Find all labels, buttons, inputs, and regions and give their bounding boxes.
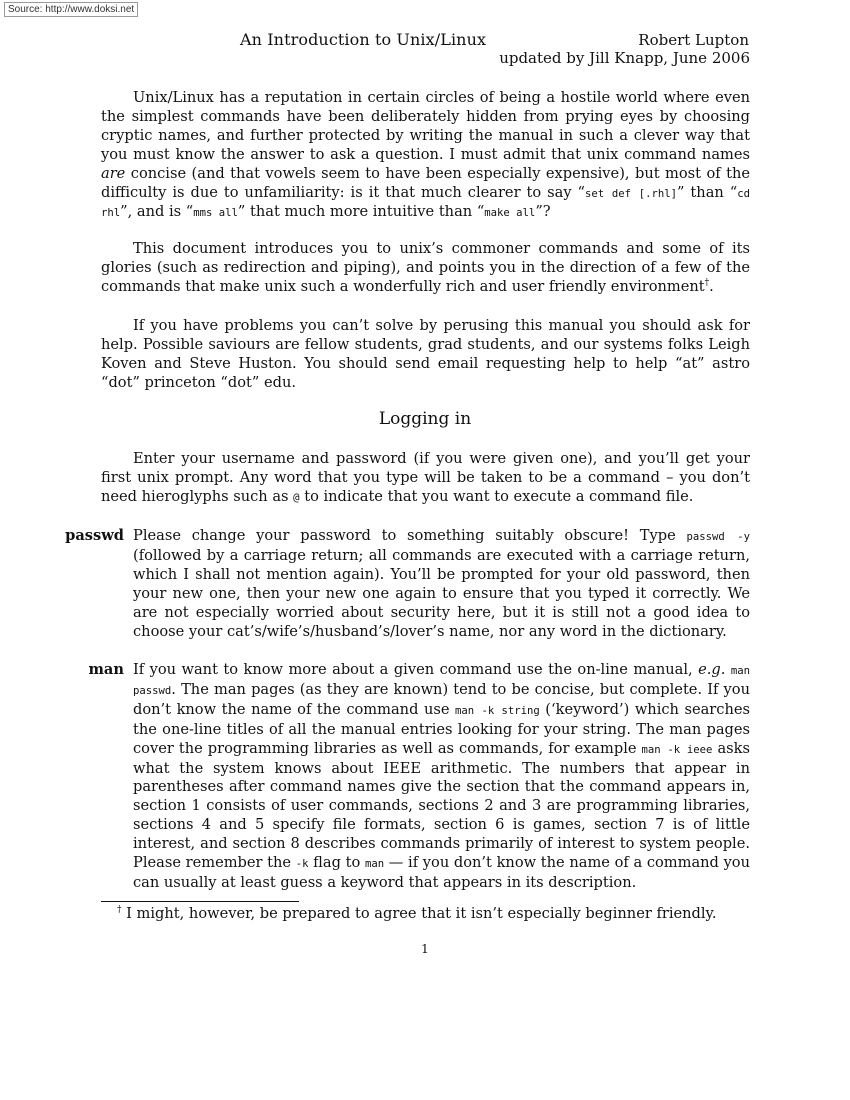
emphasis: are xyxy=(101,164,126,182)
document-update-note: updated by Jill Knapp, June 2006 xyxy=(499,49,750,67)
text: If you want to know more about a given command use the on-line manual, xyxy=(133,661,699,678)
code-snippet: cd rhl xyxy=(101,187,750,220)
text: concise (and that vowels seem to have been especially expensive), but most of the difficulty is due to unfamiliarity: is it that much clearer to say “ xyxy=(101,164,750,201)
text: Unix/Linux has a reputation in certain circles of being a hostile world where even the simplest commands have been deliberately hidden from prying eyes by choosing cryptic names, and further protected by writing the manual in such a clever way that you must know the answer to ask a question. I must admit that unix command names xyxy=(101,89,750,163)
text: Enter your username and password (if you were given one), and you’ll get your first unix prompt. Any word that you type will be taken to be a command – you don’t need hieroglyphs such as xyxy=(101,450,750,505)
text: (followed by a carriage return; all commands are executed with a carriage return, which I shall not mention again). You’ll be prompted for your old password, then your new one, then your new one again to ensure that you typed it correctly. We are not especially worried about security here, but it is still not a good idea to choose your cat’s/wife’s/husband’s/lover’s name, nor any word in the dictionary. xyxy=(133,546,750,640)
code-snippet: @ xyxy=(293,491,300,504)
text: — if you don’t know the name of a command you can usually at least guess a keyword that appears in its description. xyxy=(133,854,750,891)
code-snippet: man xyxy=(364,858,385,871)
command-description-man xyxy=(133,661,750,893)
page-number: 1 xyxy=(421,942,429,956)
text: ”, and is “ xyxy=(120,203,194,221)
code-snippet: -k xyxy=(295,858,309,871)
code-snippet: mms all xyxy=(193,207,238,220)
document-title: An Introduction to Unix/Linux xyxy=(240,30,487,49)
code-snippet: man -k ieee xyxy=(641,743,713,756)
intro-paragraph-3: If you have problems you can’t solve by perusing this manual you should ask for help. Possible saviours are fellow students, grad students, and our systems folks Leigh Koven and Steve Huston. You should send email requesting help to help “at” astro “dot” princeton “dot” edu. xyxy=(101,317,750,391)
intro-paragraph-1 xyxy=(101,89,750,223)
command-term-man: man xyxy=(88,661,124,678)
code-snippet: man passwd xyxy=(133,665,750,697)
emphasis: e.g. xyxy=(698,661,726,678)
text: (‘keyword’) which searches the one-line titles of all the manual entries looking for your string. The man pages cover the programming libraries as well as commands, for example xyxy=(133,700,750,757)
code-snippet: set def [.rhl] xyxy=(585,187,677,200)
text: . The man pages (as they are known) tend to be concise, but complete. If you don’t know the name of the command use xyxy=(133,680,750,718)
document-author: Robert Lupton xyxy=(638,31,749,49)
text: ” that much more intuitive than “ xyxy=(237,203,485,221)
footnote-marker: † xyxy=(117,905,122,916)
text: This document introduces you to unix’s commoner commands and some of its glories (such as redirection and piping), and points you in the direction of a few of the commands that make unix such a wonderfully rich and user friendly environment xyxy=(101,240,750,295)
code-snippet: passwd -y xyxy=(686,531,751,543)
text: ” than “ xyxy=(677,183,738,201)
footnote-text: I might, however, be prepared to agree that it isn’t especially beginner friendly. xyxy=(126,905,717,922)
text: flag to xyxy=(308,854,365,872)
command-term-passwd: passwd xyxy=(65,527,124,544)
logging-in-paragraph xyxy=(101,450,750,508)
text: ”? xyxy=(535,203,551,221)
text: asks what the system knows about IEEE arithmetic. The numbers that appear in parentheses after command names give the section that the command appears in, section 1 consists of user commands, sections 2 and 3 are programming libraries, sections 4 and 5 specify file formats, section 6 is games, section 7 is of little interest, and section 8 describes commands primarily of interest to system people. Please remember the xyxy=(133,739,750,872)
text: Please change your password to something suitably obscure! Type xyxy=(133,527,687,544)
code-snippet: make all xyxy=(484,207,536,220)
footnote xyxy=(117,905,716,922)
section-heading-logging-in: Logging in xyxy=(378,409,472,429)
intro-paragraph-2 xyxy=(101,240,750,297)
text: to indicate that you want to execute a command file. xyxy=(299,487,694,505)
footnote-marker: † xyxy=(704,277,710,288)
source-label: Source: http://www.doksi.net xyxy=(4,2,138,17)
text: . xyxy=(709,277,714,295)
footnote-divider xyxy=(101,901,299,902)
code-snippet: man -k string xyxy=(455,704,540,717)
command-description-passwd xyxy=(133,527,750,641)
